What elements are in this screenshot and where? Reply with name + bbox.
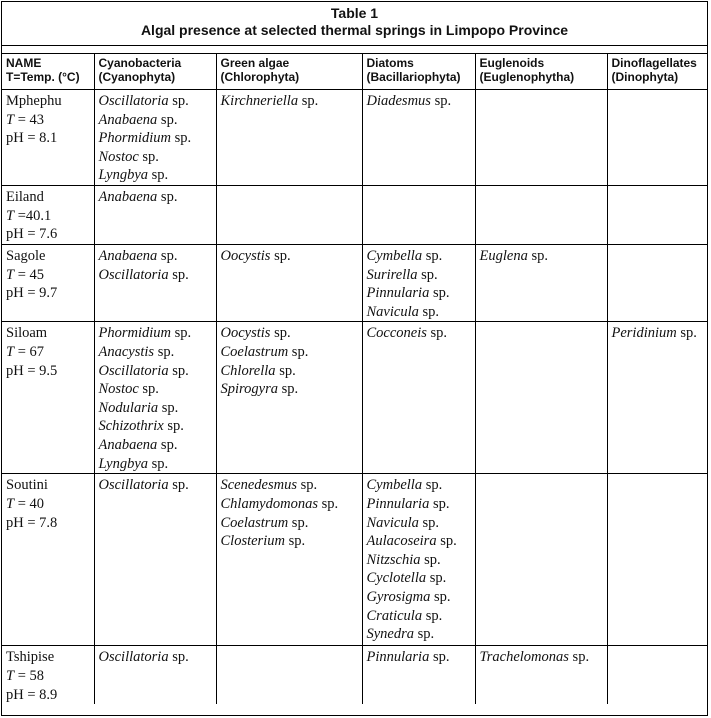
species-suffix: sp. xyxy=(274,247,291,264)
genus-name: Phormidium xyxy=(98,325,171,342)
genus-name: Coelastrum xyxy=(220,514,289,531)
spring-name: Mphephu xyxy=(6,93,62,109)
euglenoids-cell xyxy=(475,322,607,474)
species-entry xyxy=(480,247,603,266)
spring-name: Soutini xyxy=(6,477,48,494)
species-entry xyxy=(99,648,212,667)
species-entry xyxy=(221,343,358,362)
species-entry xyxy=(367,495,471,514)
species-suffix: sp. xyxy=(160,188,178,205)
species-suffix: sp. xyxy=(279,362,296,379)
temperature-value: = 67 xyxy=(17,343,45,360)
header-row xyxy=(2,54,707,90)
species-suffix: sp. xyxy=(425,247,443,264)
header-line: (Euglenophytha) xyxy=(479,70,575,84)
species-suffix: sp. xyxy=(160,436,178,453)
diatoms-cell xyxy=(362,322,475,474)
cyanobacteria-cell xyxy=(94,646,216,704)
genus-name: Oscillatoria xyxy=(98,266,169,283)
genus-name: Anabaena xyxy=(98,247,158,264)
species-entry xyxy=(367,648,471,667)
species-suffix: sp. xyxy=(572,649,590,666)
genus-name: Nitzschia xyxy=(366,551,421,568)
species-entry xyxy=(367,625,471,644)
species-suffix: sp. xyxy=(160,111,178,128)
dinoflagellates-cell xyxy=(607,322,707,474)
genus-name: Anacystis xyxy=(98,343,155,360)
spring-ph: pH = 7.8 xyxy=(6,514,58,531)
genus-name: Closterium xyxy=(220,533,285,550)
species-entry xyxy=(99,324,212,343)
genus-name: Coelastrum xyxy=(220,343,289,360)
header-cyanobacteria xyxy=(94,54,216,90)
species-entry xyxy=(99,188,212,207)
species-entry xyxy=(99,111,212,130)
temperature-value: = 40 xyxy=(17,495,45,512)
table-row xyxy=(2,322,707,474)
genus-name: Chlamydomonas xyxy=(220,495,318,512)
spring-cell xyxy=(2,646,94,704)
genus-name: Craticula xyxy=(366,607,423,624)
species-suffix: sp. xyxy=(142,381,159,398)
genus-name: Cymbella xyxy=(366,477,423,494)
genus-name: Cymbella xyxy=(366,247,423,264)
species-entry xyxy=(221,362,358,381)
genus-name: Anabaena xyxy=(98,436,158,453)
header-line: NAME xyxy=(6,56,42,70)
species-suffix: sp. xyxy=(425,607,443,624)
species-entry xyxy=(612,324,704,343)
species-entry xyxy=(99,380,212,399)
genus-name: Peridinium xyxy=(611,325,677,342)
spring-ph: pH = 7.6 xyxy=(6,226,58,243)
species-entry xyxy=(367,551,471,570)
genus-name: Aulacoseira xyxy=(366,533,437,550)
euglenoids-cell xyxy=(475,646,607,704)
genus-name: Chlorella xyxy=(220,362,276,379)
species-entry xyxy=(221,532,358,551)
cyanobacteria-cell xyxy=(94,90,216,186)
spring-temperature: T = 40 xyxy=(6,495,45,512)
spring-cell xyxy=(2,244,94,321)
species-suffix: sp. xyxy=(680,325,697,342)
cyanobacteria-cell xyxy=(94,244,216,321)
genus-name: Nostoc xyxy=(98,148,139,165)
species-entry xyxy=(99,417,212,436)
table-caption xyxy=(2,2,707,46)
green-algae-cell xyxy=(216,90,362,186)
header-euglenoids xyxy=(475,54,607,90)
temperature-value: = 43 xyxy=(17,111,45,128)
diatoms-cell xyxy=(362,185,475,244)
species-suffix: sp. xyxy=(432,495,450,512)
header-line: (Bacillariophyta) xyxy=(366,70,461,84)
header-line: T=Temp. (°C) xyxy=(6,70,80,84)
header-diatoms xyxy=(362,54,475,90)
species-entry xyxy=(99,92,212,111)
species-entry xyxy=(99,436,212,455)
genus-name: Oocystis xyxy=(220,247,271,264)
spring-ph: pH = 8.1 xyxy=(6,130,58,147)
genus-name: Nostoc xyxy=(98,381,139,398)
dinoflagellates-cell xyxy=(607,185,707,244)
species-suffix: sp. xyxy=(432,649,450,666)
genus-name: Oscillatoria xyxy=(98,477,169,494)
species-suffix: sp. xyxy=(172,362,189,379)
species-suffix: sp. xyxy=(160,247,178,264)
green-algae-cell xyxy=(216,244,362,321)
spring-name: Eiland xyxy=(6,188,44,205)
genus-name: Spirogyra xyxy=(220,381,278,398)
genus-name: Euglena xyxy=(479,247,528,264)
table-row xyxy=(2,90,707,186)
spring-temperature: T = 67 xyxy=(6,343,45,360)
header-line: Dinoflagellates xyxy=(611,56,697,70)
spring-cell xyxy=(2,185,94,244)
species-entry xyxy=(367,514,471,533)
spring-temperature: T = 43 xyxy=(6,111,45,128)
species-suffix: sp. xyxy=(172,93,189,109)
euglenoids-cell xyxy=(475,474,607,646)
genus-name: Cocconeis xyxy=(366,325,427,342)
header-line: Cyanobacteria xyxy=(98,56,182,70)
species-suffix: sp. xyxy=(434,93,452,109)
species-suffix: sp. xyxy=(151,455,169,472)
species-entry xyxy=(367,284,471,303)
temperature-value: = 58 xyxy=(17,667,45,684)
species-entry xyxy=(221,476,358,495)
species-entry xyxy=(99,129,212,148)
species-suffix: sp. xyxy=(301,93,319,109)
genus-name: Pinnularia xyxy=(366,495,430,512)
species-entry xyxy=(480,648,603,667)
header-line: Diatoms xyxy=(366,56,414,70)
header-name xyxy=(2,54,94,90)
genus-name: Oscillatoria xyxy=(98,93,169,109)
spring-name: Tshipise xyxy=(6,649,55,666)
genus-name: Oocystis xyxy=(220,325,271,342)
species-suffix: sp. xyxy=(142,148,159,165)
spring-name: Sagole xyxy=(6,247,46,264)
header-line: (Dinophyta) xyxy=(611,70,679,84)
species-suffix: sp. xyxy=(429,570,447,587)
table-frame xyxy=(1,1,708,716)
header-line: (Chlorophyta) xyxy=(220,70,300,84)
species-suffix: sp. xyxy=(422,303,440,320)
genus-name: Nodularia xyxy=(98,399,159,416)
genus-name: Navicula xyxy=(366,514,419,531)
species-suffix: sp. xyxy=(421,266,438,283)
species-suffix: sp. xyxy=(430,325,448,342)
species-suffix: sp. xyxy=(151,167,169,184)
species-entry xyxy=(367,324,471,343)
header-green-algae xyxy=(216,54,362,90)
species-entry xyxy=(221,92,358,111)
species-suffix: sp. xyxy=(281,381,299,398)
table-row xyxy=(2,646,707,704)
spring-cell xyxy=(2,90,94,186)
genus-name: Lyngbya xyxy=(98,455,149,472)
species-suffix: sp. xyxy=(434,588,451,605)
dinoflagellates-cell xyxy=(607,244,707,321)
spring-temperature: T = 45 xyxy=(6,266,45,283)
spring-temperature: T = 58 xyxy=(6,667,45,684)
table-title: Algal presence at selected thermal springs in Limpopo Province xyxy=(140,22,569,38)
spring-ph: pH = 9.5 xyxy=(6,362,58,379)
cyanobacteria-cell xyxy=(94,185,216,244)
header-line: Green algae xyxy=(220,56,290,70)
header-dinoflagellates xyxy=(607,54,707,90)
genus-name: Trachelomonas xyxy=(479,649,569,666)
species-suffix: sp. xyxy=(161,399,179,416)
species-suffix: sp. xyxy=(291,343,309,360)
species-suffix: sp. xyxy=(425,477,443,494)
species-entry xyxy=(367,532,471,551)
species-entry xyxy=(367,569,471,588)
euglenoids-cell xyxy=(475,185,607,244)
dinoflagellates-cell xyxy=(607,646,707,704)
genus-name: Oscillatoria xyxy=(98,649,169,666)
species-entry xyxy=(99,362,212,381)
species-entry xyxy=(221,247,358,266)
table-row xyxy=(2,244,707,321)
species-suffix: sp. xyxy=(300,477,318,494)
species-entry xyxy=(367,588,471,607)
green-algae-cell xyxy=(216,646,362,704)
species-entry xyxy=(367,92,471,111)
genus-name: Anabaena xyxy=(98,111,158,128)
species-suffix: sp. xyxy=(291,514,309,531)
species-suffix: sp. xyxy=(432,285,450,302)
species-entry xyxy=(367,247,471,266)
species-suffix: sp. xyxy=(422,514,440,531)
species-suffix: sp. xyxy=(174,130,192,147)
species-entry xyxy=(367,303,471,322)
species-entry xyxy=(221,324,358,343)
species-entry xyxy=(99,343,212,362)
genus-name: Gyrosigma xyxy=(366,588,431,605)
species-suffix: sp. xyxy=(172,477,189,494)
species-entry xyxy=(221,380,358,399)
dinoflagellates-cell xyxy=(607,474,707,646)
spring-cell xyxy=(2,322,94,474)
genus-name: Oscillatoria xyxy=(98,362,169,379)
species-entry xyxy=(99,247,212,266)
species-suffix: sp. xyxy=(440,533,457,550)
algae-table xyxy=(2,53,707,704)
genus-name: Kirchneriella xyxy=(220,93,299,109)
species-entry xyxy=(99,148,212,167)
species-suffix: sp. xyxy=(424,551,441,568)
euglenoids-cell xyxy=(475,244,607,321)
spring-name: Siloam xyxy=(6,325,48,342)
species-entry xyxy=(99,476,212,495)
species-suffix: sp. xyxy=(157,343,175,360)
species-entry xyxy=(99,166,212,185)
spring-ph: pH = 9.7 xyxy=(6,285,58,302)
species-suffix: sp. xyxy=(174,325,192,342)
genus-name: Diadesmus xyxy=(366,93,431,109)
header-line: Euglenoids xyxy=(479,56,545,70)
temperature-value: =40.1 xyxy=(17,207,52,224)
diatoms-cell xyxy=(362,244,475,321)
header-line: (Cyanophyta) xyxy=(98,70,176,84)
species-suffix: sp. xyxy=(172,649,189,666)
spring-ph: pH = 8.9 xyxy=(6,686,58,703)
genus-name: Lyngbya xyxy=(98,167,149,184)
species-suffix: sp. xyxy=(274,325,291,342)
table-row xyxy=(2,185,707,244)
genus-name: Surirella xyxy=(366,266,418,283)
genus-name: Cyclotella xyxy=(366,570,427,587)
genus-name: Pinnularia xyxy=(366,649,430,666)
temperature-value: = 45 xyxy=(17,266,45,283)
species-suffix: sp. xyxy=(167,418,184,435)
euglenoids-cell xyxy=(475,90,607,186)
species-entry xyxy=(367,476,471,495)
spring-cell xyxy=(2,474,94,646)
genus-name: Schizothrix xyxy=(98,418,164,435)
dinoflagellates-cell xyxy=(607,90,707,186)
genus-name: Anabaena xyxy=(98,188,158,205)
cyanobacteria-cell xyxy=(94,322,216,474)
diatoms-cell xyxy=(362,90,475,186)
species-entry xyxy=(221,495,358,514)
genus-name: Phormidium xyxy=(98,130,171,147)
species-suffix: sp. xyxy=(417,626,435,643)
species-entry xyxy=(367,266,471,285)
genus-name: Synedra xyxy=(366,626,415,643)
species-suffix: sp. xyxy=(321,495,339,512)
table-number: Table 1 xyxy=(330,5,379,21)
species-suffix: sp. xyxy=(531,247,548,264)
species-entry xyxy=(99,455,212,474)
genus-name: Scenedesmus xyxy=(220,477,298,494)
genus-name: Pinnularia xyxy=(366,285,430,302)
species-suffix: sp. xyxy=(288,533,306,550)
diatoms-cell xyxy=(362,646,475,704)
green-algae-cell xyxy=(216,474,362,646)
species-entry xyxy=(99,399,212,418)
species-entry xyxy=(367,607,471,626)
species-suffix: sp. xyxy=(172,266,189,283)
species-entry xyxy=(221,514,358,533)
genus-name: Navicula xyxy=(366,303,419,320)
cyanobacteria-cell xyxy=(94,474,216,646)
spring-temperature: T =40.1 xyxy=(6,207,52,224)
green-algae-cell xyxy=(216,185,362,244)
table-row xyxy=(2,474,707,646)
green-algae-cell xyxy=(216,322,362,474)
diatoms-cell xyxy=(362,474,475,646)
species-entry xyxy=(99,266,212,285)
